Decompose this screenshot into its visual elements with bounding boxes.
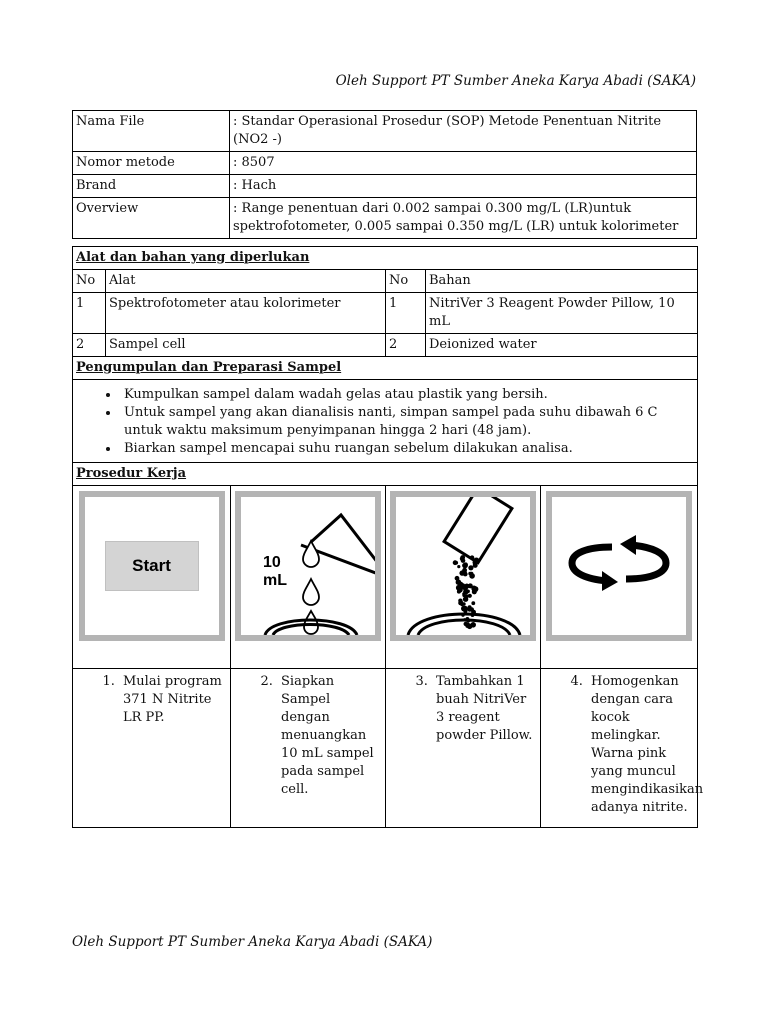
column-header-alat: Alat [106, 270, 386, 293]
column-header-no: No [73, 270, 106, 293]
powder-pillow-icon [396, 497, 530, 635]
powder-particle [464, 562, 468, 566]
info-table [72, 110, 697, 239]
powder-particle [460, 603, 464, 607]
procedure-step-text: 2. Siapkan Sampel dengan menuangkan 10 mL sampel pada sampel cell. [277, 673, 383, 799]
info-label: Nomor metode [73, 152, 230, 175]
procedure-step [543, 673, 704, 817]
material-name: NitriVer 3 Reagent Powder Pillow, 10 mL [426, 293, 698, 334]
powder-particle [459, 570, 464, 575]
powder-particle [461, 558, 466, 563]
info-value: : Hach [230, 175, 697, 198]
pouring-sample-icon [241, 497, 375, 635]
material-number: 2 [386, 334, 426, 357]
step-3-illustration [386, 486, 541, 669]
volume-number: 10 [263, 554, 281, 571]
start-button-image: Start [105, 541, 199, 591]
table-row [73, 293, 698, 334]
material-name: Deionized water [426, 334, 698, 357]
procedure-section-title: Prosedur Kerja [76, 466, 187, 481]
tool-name: Spektrofotometer atau kolorimeter [106, 293, 386, 334]
info-value: : Range penentuan dari 0.002 sampai 0.300 mg/L (LR)untuk spektrofotometer, 0.005 sampai 0.350 mg/L (LR) untuk kolorimeter [230, 198, 697, 239]
powder-particle [471, 601, 475, 605]
powder-particle [455, 576, 460, 581]
powder-particle [468, 594, 472, 598]
procedure-step-text: 3. Tambahkan 1 buah NitriVer 3 reagent powder Pillow. [432, 673, 538, 745]
column-header-no: No [386, 270, 426, 293]
procedure-step-text: 4. Homogenkan dengan cara kocok melingkar. Warna pink yang muncul mengindikasikan adanya nitrite. [587, 673, 695, 817]
table-row [73, 334, 698, 357]
powder-particle [458, 582, 463, 587]
procedure-step [75, 673, 228, 727]
swirl-mix-icon [552, 497, 686, 635]
volume-unit: mL [263, 572, 287, 589]
image-frame [235, 491, 381, 641]
powder-particle [470, 555, 474, 559]
info-value: : Standar Operasional Prosedur (SOP) Metode Penentuan Nitrite (NO2 -) [230, 111, 697, 152]
info-row [73, 198, 697, 239]
info-row [73, 111, 697, 152]
powder-particle [463, 597, 468, 602]
tool-name: Sampel cell [106, 334, 386, 357]
image-frame [79, 491, 225, 641]
main-table [72, 246, 704, 828]
powder-particle [462, 592, 465, 595]
powder-particle [464, 584, 469, 589]
image-frame [546, 491, 692, 641]
powder-particle [454, 561, 458, 565]
info-label: Overview [73, 198, 230, 239]
footer-note: Oleh Support PT Sumber Aneka Karya Abadi (SAKA) [72, 934, 433, 950]
procedure-step-text: 1. Mulai program 371 N Nitrite LR PP. [119, 673, 228, 727]
tools-header-row [73, 270, 698, 293]
image-frame [390, 491, 536, 641]
powder-particle [468, 565, 473, 570]
powder-particle [469, 573, 475, 579]
powder-particle [462, 606, 468, 612]
info-label: Nama File [73, 111, 230, 152]
powder-particle [473, 563, 478, 568]
step-1-illustration [73, 486, 231, 669]
procedure-steps-row [73, 669, 698, 828]
header-note: Oleh Support PT Sumber Aneka Karya Abadi (SAKA) [335, 73, 696, 89]
tool-number: 2 [73, 334, 106, 357]
list-item: • Biarkan sampel mencapai suhu ruangan sebelum dilakukan analisa. [120, 440, 694, 458]
powder-particle [458, 599, 462, 603]
list-item: • Kumpulkan sampel dalam wadah gelas atau plastik yang bersih. [120, 386, 694, 404]
step-4-illustration [541, 486, 698, 669]
procedure-step [388, 673, 538, 745]
list-item: • Untuk sampel yang akan dianalisis nanti, simpan sampel pada suhu dibawah 6 C untuk waktu maksimum penyimpanan hingga 2 hari (48 jam). [120, 404, 694, 440]
powder-particle [471, 586, 476, 591]
procedure-step [233, 673, 383, 799]
prep-list [76, 386, 694, 458]
info-label: Brand [73, 175, 230, 198]
powder-particle [467, 623, 470, 626]
powder-particle [457, 565, 460, 568]
column-header-bahan: Bahan [426, 270, 698, 293]
material-number: 1 [386, 293, 426, 334]
info-row [73, 175, 697, 198]
prep-section-title: Pengumpulan dan Preparasi Sampel [76, 360, 342, 375]
info-value: : 8507 [230, 152, 697, 175]
step-2-illustration [231, 486, 386, 669]
powder-particle [469, 607, 474, 612]
procedure-images-row [73, 486, 698, 669]
info-row [73, 152, 697, 175]
tool-number: 1 [73, 293, 106, 334]
tools-section-title: Alat dan bahan yang diperlukan [76, 250, 310, 265]
